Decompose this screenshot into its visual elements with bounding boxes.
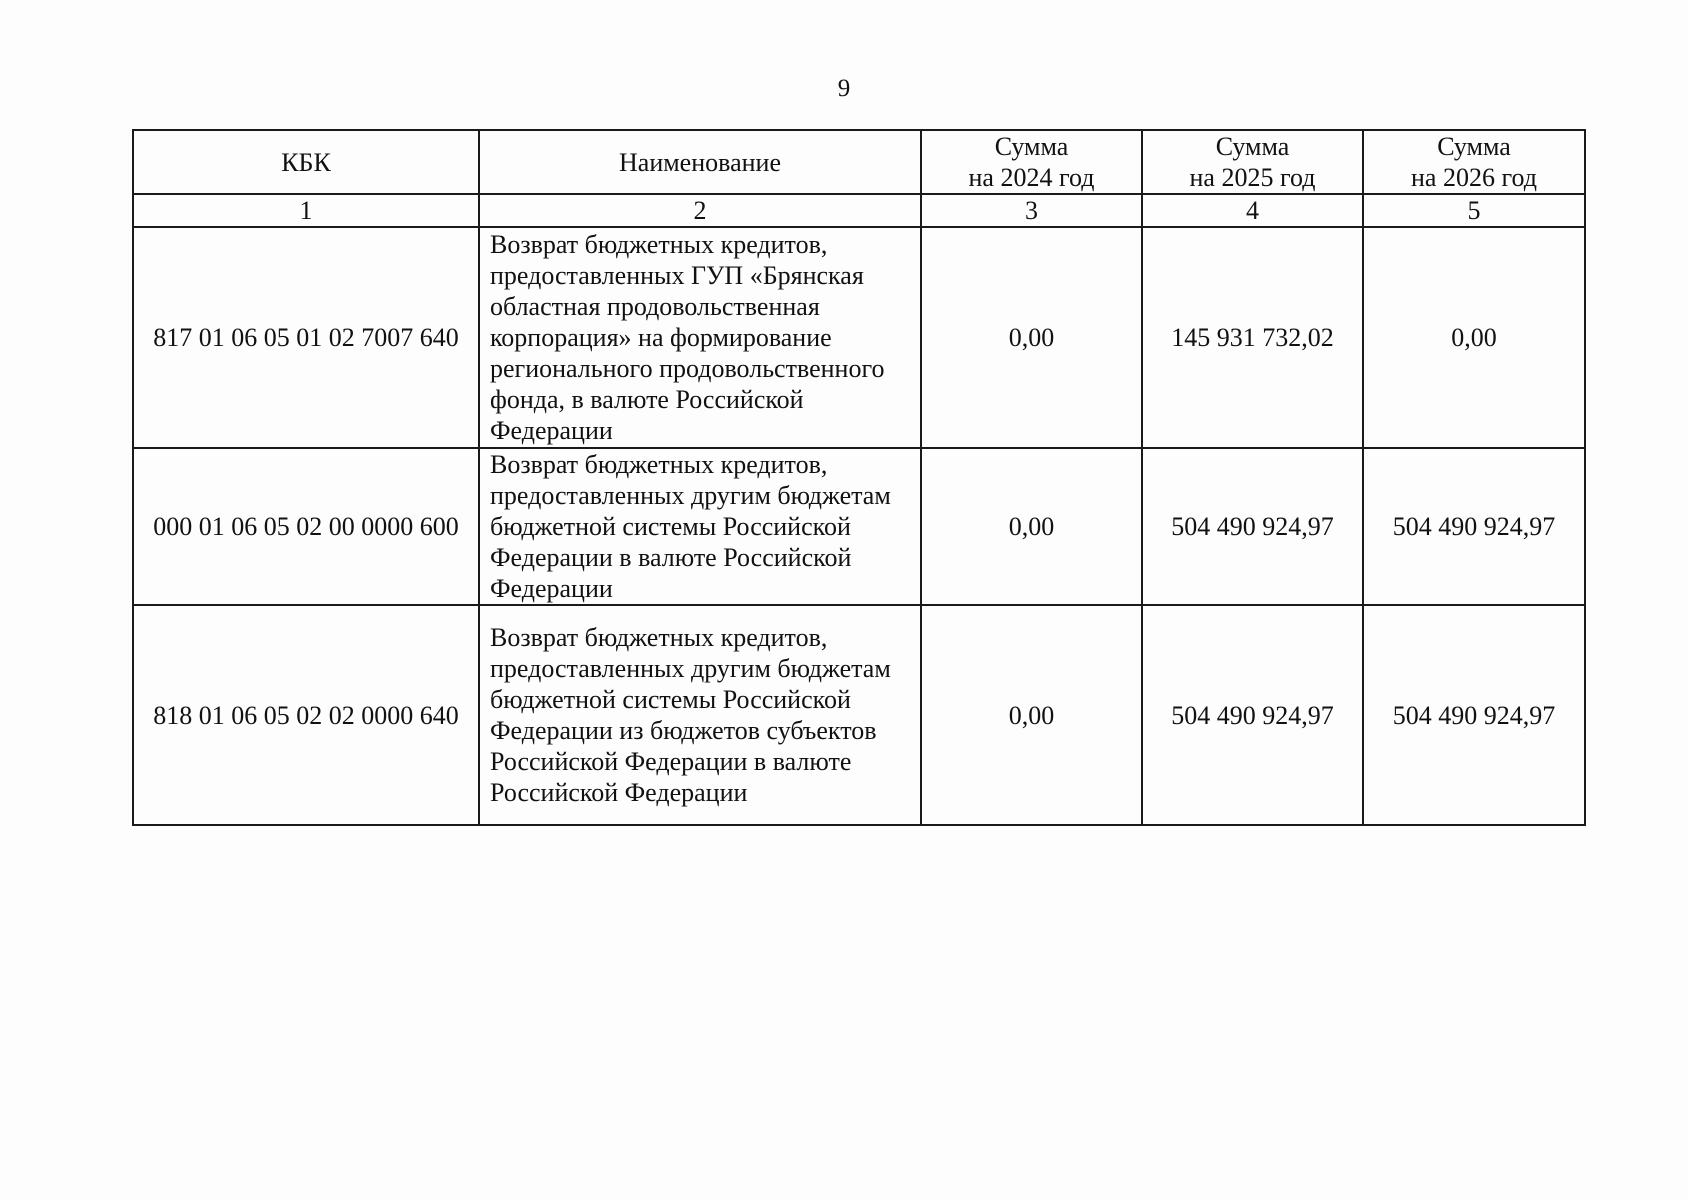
sum-2026-cell: 504 490 924,97 [1363,448,1585,605]
sum-2026-cell: 0,00 [1363,227,1585,448]
table-row [133,448,1585,605]
sum-2026-cell: 504 490 924,97 [1363,605,1585,825]
name-cell: Возврат бюджетных кредитов, предоставленных ГУП «Брянская областная продовольственная корпорация» на формирование регионального продовольственного фонда, в валюте Российской Федерации [479,227,921,448]
header-sum-2026-line2: на 2026 год [1411,163,1537,192]
budget-table [132,129,1586,826]
sum-2025-cell: 145 931 732,02 [1142,227,1363,448]
name-cell: Возврат бюджетных кредитов, предоставленных другим бюджетам бюджетной системы Российской Федерации из бюджетов субъектов Российской Федерации в валюте Российской Федерации [479,605,921,825]
page-number: 9 [837,75,851,102]
column-number: 5 [1363,194,1585,227]
column-number: 3 [921,194,1142,227]
header-sum-2026-line1: Сумма [1437,132,1511,161]
table-row [133,227,1585,448]
header-sum-2025 [1142,130,1363,194]
table-row [133,605,1585,825]
sum-2025-cell: 504 490 924,97 [1142,448,1363,605]
sum-2024-cell: 0,00 [921,448,1142,605]
header-kbk: КБК [133,130,479,194]
table-header-row [133,130,1585,194]
header-sum-2025-line1: Сумма [1215,132,1290,161]
header-sum-2024-line1: Сумма [994,132,1069,161]
name-cell: Возврат бюджетных кредитов, предоставленных другим бюджетам бюджетной системы Российской Федерации в валюте Российской Федерации [479,448,921,605]
column-number: 4 [1142,194,1363,227]
column-number-row [133,194,1585,227]
sum-2025-cell: 504 490 924,97 [1142,605,1363,825]
header-name: Наименование [479,130,921,194]
column-number: 2 [479,194,921,227]
header-sum-2024 [921,130,1142,194]
kbk-cell: 818 01 06 05 02 02 0000 640 [133,605,479,825]
column-number: 1 [133,194,479,227]
kbk-cell: 000 01 06 05 02 00 0000 600 [133,448,479,605]
sum-2024-cell: 0,00 [921,227,1142,448]
kbk-cell: 817 01 06 05 01 02 7007 640 [133,227,479,448]
header-sum-2024-line2: на 2024 год [968,163,1095,192]
header-sum-2025-line2: на 2025 год [1189,163,1316,192]
sum-2024-cell: 0,00 [921,605,1142,825]
header-sum-2026 [1363,130,1585,194]
